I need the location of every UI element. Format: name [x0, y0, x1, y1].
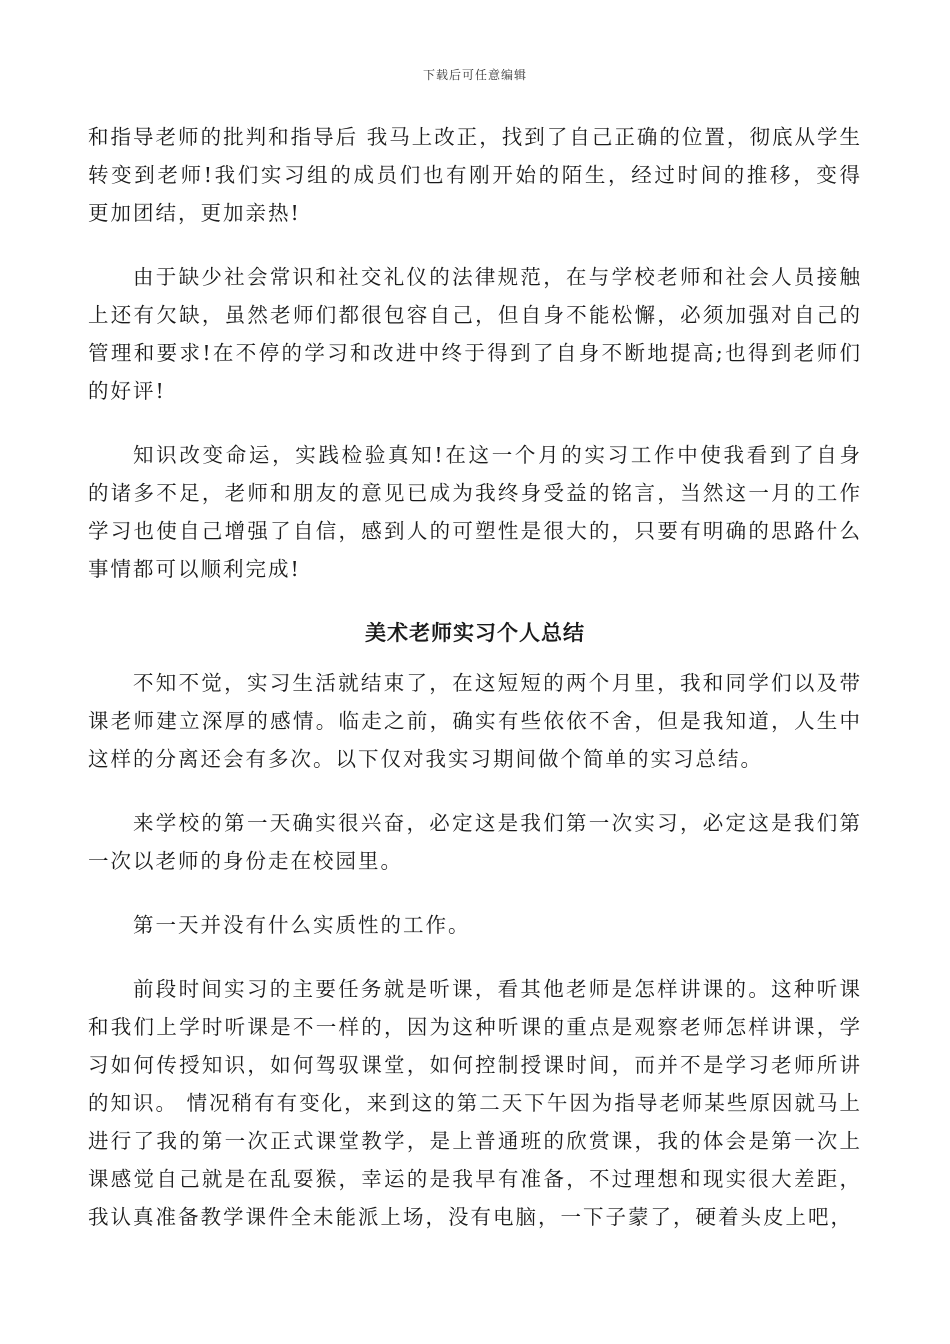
paragraph: 不知不觉，实习生活就结束了，在这短短的两个月里，我和同学们以及带课老师建立深厚的感情。临走之前，确实有些依依不舍，但是我知道，人生中这样的分离还会有多次。以下仅对我实习期间做个简单的实习总结。: [88, 671, 862, 771]
paragraph: 和指导老师的批判和指导后 我马上改正，找到了自己正确的位置，彻底从学生转变到老师!我们实习组的成员们也有刚开始的陌生，经过时间的推移，变得更加团结，更加亲热!: [88, 125, 862, 225]
page-header-note: 下载后可任意编辑: [422, 68, 527, 82]
paragraph: 前段时间实习的主要任务就是听课，看其他老师是怎样讲课的。这种听课和我们上学时听课是不一样的，因为这种听课的重点是观察老师怎样讲课，学习如何传授知识，如何驾驭课堂，如何控制授课时间，而并不是学习老师所讲的知识。 情况稍有有变化，来到这的第二天下午因为指导老师某些原因就马上进行了我的第一次正式课堂教学，是上普通班的欣赏课，我的体会是第一次上课感觉自己就是在乱耍猴，幸运的是我早有准备，不过理想和现实很大差距，我认真准备教学课件全未能派上场，没有电脑，一下子蒙了，硬着头皮上吧，: [88, 977, 862, 1229]
section-title: 美术老师实习个人总结: [365, 620, 585, 645]
paragraph: 由于缺少社会常识和社交礼仪的法律规范，在与学校老师和社会人员接触上还有欠缺，虽然老师们都很包容自己，但自身不能松懈，必须加强对自己的管理和要求!在不停的学习和改进中终于得到了自身不断地提高;也得到老师们的好评!: [88, 265, 862, 403]
document-body: [88, 118, 862, 1262]
paragraph: 来学校的第一天确实很兴奋，必定这是我们第一次实习，必定这是我们第一次以老师的身份走在校园里。: [88, 811, 862, 873]
paragraph: 知识改变命运，实践检验真知!在这一个月的实习工作中使我看到了自身的诸多不足，老师和朋友的意见已成为我终身受益的铭言，当然这一月的工作学习也使自己增强了自信，感到人的可塑性是很大的，只要有明确的思路什么事情都可以顺利完成!: [88, 443, 862, 581]
paragraph: 第一天并没有什么实质性的工作。: [133, 913, 471, 937]
